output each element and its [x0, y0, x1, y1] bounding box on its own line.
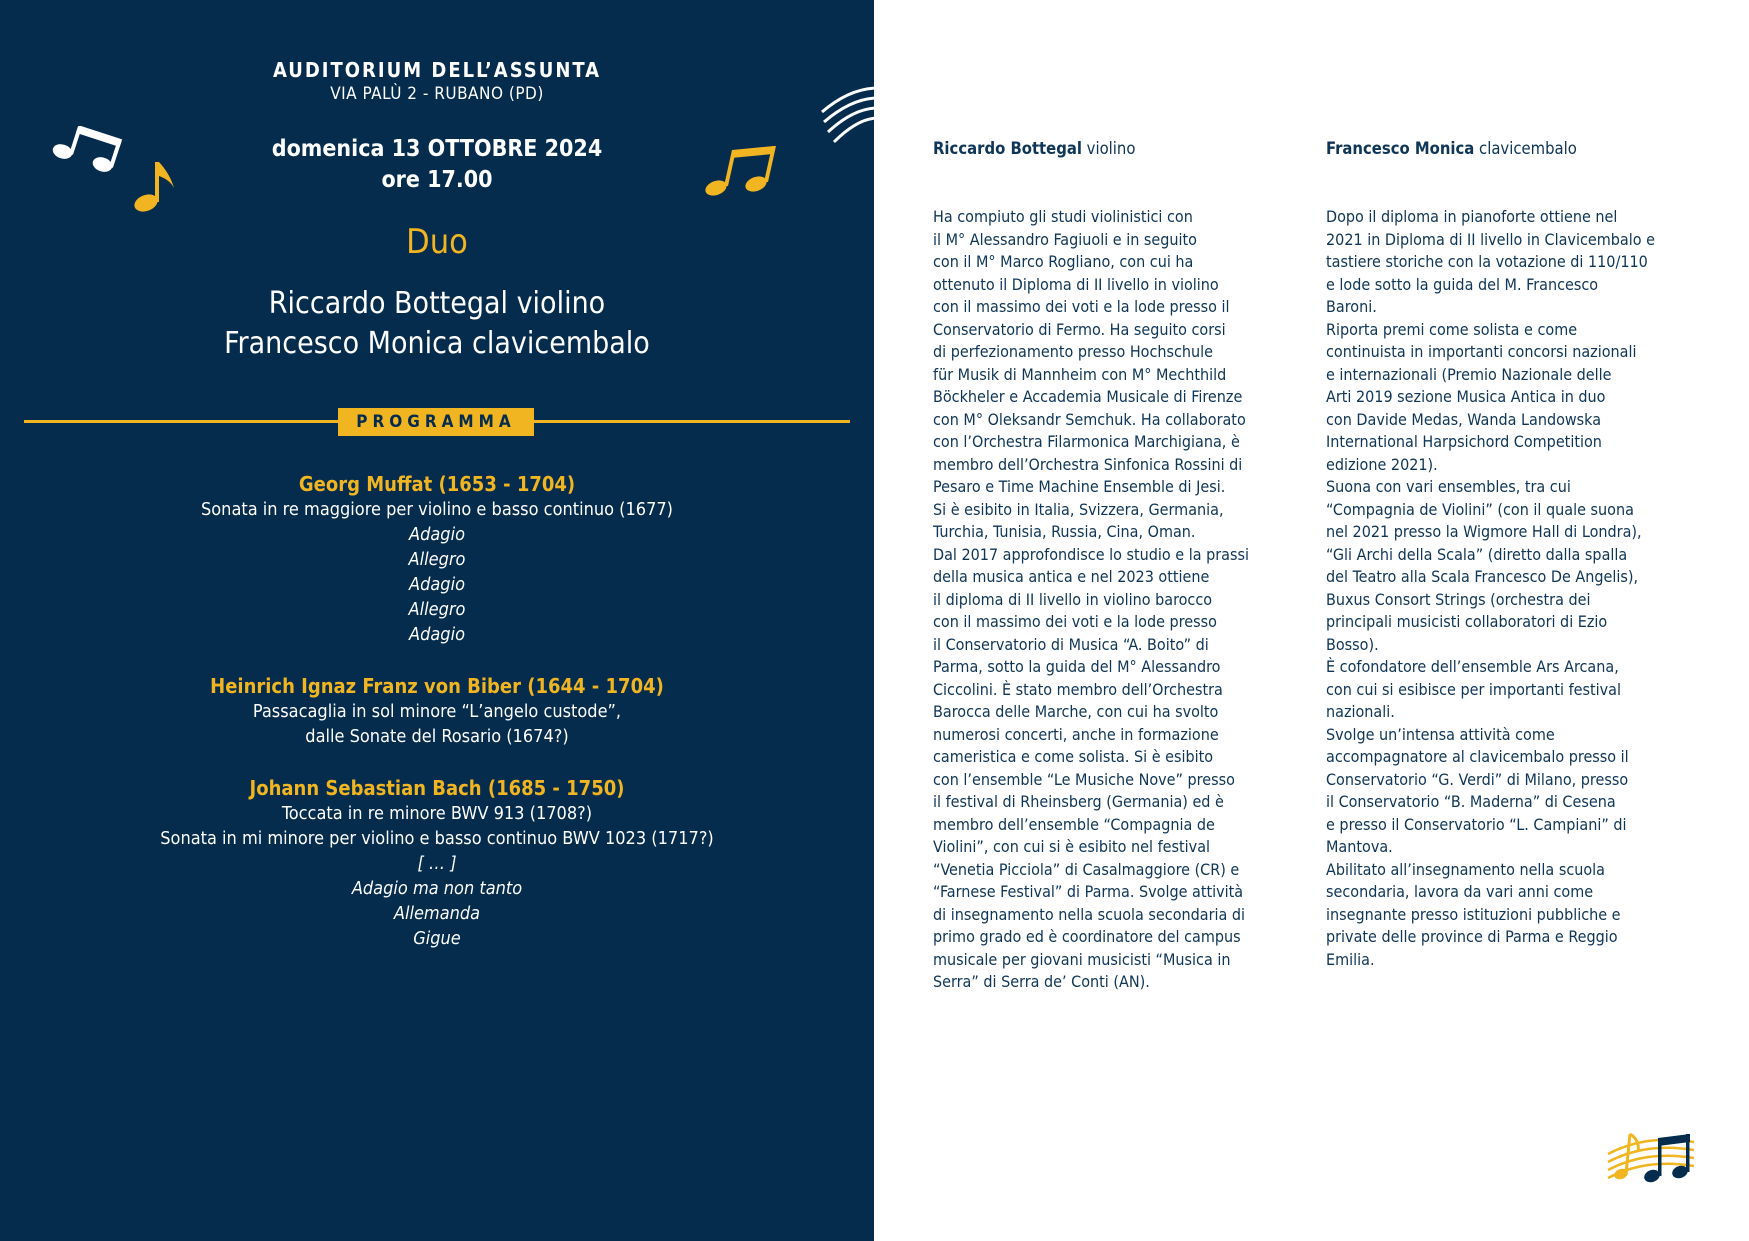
movement-1-5: Adagio — [409, 624, 465, 645]
concert-panel — [0, 0, 874, 1241]
work-3-2: Sonata in mi minore per violino e basso continuo BWV 1023 (1717?) — [160, 828, 714, 849]
bio-line: tastiere storiche con la votazione di 110/110 — [1326, 252, 1648, 271]
bio-line: il M° Alessandro Fagiuoli e in seguito — [933, 229, 1197, 249]
bio-line: Abilitato all’insegnamento nella scuola — [1326, 859, 1605, 879]
bio-line: Serra” di Serra de’ Conti (AN). — [933, 972, 1150, 991]
bio-line: Violini”, con cui si è esibito nel festival — [933, 837, 1211, 856]
bio-line: e internazionali (Premio Nazionale delle — [1326, 364, 1612, 384]
bio-line: Arti 2019 sezione Musica Antica in duo — [1326, 387, 1606, 406]
movement-3-2: Adagio ma non tanto — [351, 878, 523, 899]
bio-line: Pesaro e Time Machine Ensemble di Jesi. — [933, 477, 1226, 496]
bio-line: con l’ensemble “Le Musiche Nove” presso — [933, 769, 1235, 789]
bio-line: ottenuto il Diploma di II livello in violino — [933, 274, 1219, 294]
bio-line: di perfezionamento presso Hochschule — [933, 342, 1214, 361]
bio-line: il Conservatorio “B. Maderna” di Cesena — [1326, 792, 1616, 811]
double-note-gold-icon — [702, 144, 782, 200]
movement-3-4: Gigue — [413, 928, 461, 949]
bio-title-2 — [1326, 139, 1577, 158]
bio-line: nel 2021 presso la Wigmore Hall di Londra), — [1326, 522, 1642, 541]
bio-line: Bosso). — [1326, 634, 1379, 654]
bio-1-name: Riccardo Bottegal — [933, 139, 1082, 158]
bio-text-2 — [1326, 206, 1655, 971]
bio-line: membro dell’Orchestra Sinfonica Rossini di — [933, 454, 1243, 474]
bio-line: con il massimo dei voti e la lode presso il — [933, 297, 1230, 316]
bio-line: Baroni. — [1326, 297, 1377, 316]
bio-line: Buxus Consort Strings (orchestra dei — [1326, 589, 1591, 609]
bio-line: con l’Orchestra Filarmonica Marchigiana, è — [933, 432, 1240, 451]
bio-line: con cui si esibisce per importanti festival — [1326, 679, 1621, 699]
bio-line: International Harpsichord Competition — [1326, 432, 1602, 451]
bio-line: “Gli Archi della Scala” (diretto dalla spalla — [1326, 544, 1628, 564]
composer-3: Johann Sebastian Bach (1685 - 1750) — [249, 776, 625, 800]
bio-title-1 — [933, 139, 1135, 158]
bio-line: Ciccolini. È stato membro dell’Orchestra — [933, 679, 1223, 699]
bio-line: Dopo il diploma in pianoforte ottiene nel — [1326, 207, 1618, 226]
bio-line: Böckheler e Accademia Musicale di Firenze — [933, 387, 1243, 406]
bio-1-instrument: violino — [1086, 139, 1136, 158]
movement-1-2: Allegro — [408, 549, 466, 570]
performer-2 — [0, 326, 874, 361]
music-note-white-icon — [50, 126, 130, 176]
bio-line: il Conservatorio di Musica “A. Boito” di — [933, 634, 1209, 654]
bio-line: il festival di Rheinsberg (Germania) ed è — [933, 792, 1224, 811]
bio-line: Mantova. — [1326, 837, 1393, 856]
bio-line: Ha compiuto gli studi violinistici con — [933, 207, 1193, 226]
movement-3-3: Allemanda — [393, 903, 481, 924]
bio-line: Emilia. — [1326, 949, 1375, 969]
composer-2: Heinrich Ignaz Franz von Biber (1644 - 1704) — [210, 674, 664, 698]
bio-line: Dal 2017 approfondisce lo studio e la prassi — [933, 544, 1249, 564]
bio-line: secondaria, lavora da vari anni come — [1326, 882, 1594, 901]
bio-line: Barocca delle Marche, con cui ha svolto — [933, 702, 1219, 721]
bio-line: “Farnese Festival” di Parma. Svolge attività — [933, 882, 1244, 901]
work-1-1: Sonata in re maggiore per violino e basso continuo (1677) — [200, 499, 674, 520]
bio-line: e lode sotto la guida del M. Francesco — [1326, 274, 1599, 294]
bio-line: musicale per giovani musicisti “Musica in — [933, 949, 1231, 969]
movement-1-3: Adagio — [409, 574, 465, 595]
bio-line: principali musicisti collaboratori di Ezio — [1326, 612, 1608, 631]
bio-line: di insegnamento nella scuola secondaria di — [933, 904, 1246, 924]
performer-1 — [0, 286, 874, 321]
bio-line: Svolge un’intensa attività come — [1326, 724, 1555, 744]
event-time: ore 17.00 — [381, 167, 493, 193]
music-staff-logo-icon — [1606, 1124, 1696, 1188]
bio-line: nazionali. — [1326, 702, 1395, 721]
work-2-2: dalle Sonate del Rosario (1674?) — [305, 726, 569, 747]
bio-line: della musica antica e nel 2023 ottiene — [933, 567, 1210, 586]
bio-line: Turchia, Tunisia, Russia, Cina, Oman. — [933, 522, 1196, 541]
bio-line: Riporta premi come solista e come — [1326, 319, 1578, 339]
bio-line: “Venetia Picciola” di Casalmaggiore (CR) e — [933, 859, 1240, 879]
venue-address: VIA PALÙ 2 - RUBANO (PD) — [330, 84, 544, 104]
staff-lines-icon — [820, 84, 874, 148]
movement-1-1: Adagio — [409, 524, 465, 545]
bio-line: continuista in importanti concorsi nazionali — [1326, 342, 1637, 361]
work-3-1: Toccata in re minore BWV 913 (1708?) — [281, 803, 593, 824]
movement-1-4: Allegro — [408, 599, 466, 620]
bio-line: edizione 2021). — [1326, 454, 1438, 474]
bio-line: e presso il Conservatorio “L. Campiani” di — [1326, 814, 1627, 834]
bio-line: accompagnatore al clavicembalo presso il — [1326, 747, 1629, 766]
performer-2-name: Francesco Monica — [224, 326, 464, 361]
bio-line: Conservatorio di Fermo. Ha seguito corsi — [933, 319, 1226, 339]
performer-1-instrument: violino — [516, 286, 606, 321]
bio-line: numerosi concerti, anche in formazione — [933, 724, 1219, 744]
bio-line: Suona con vari ensembles, tra cui — [1326, 477, 1571, 496]
bio-line: con il massimo dei voti e la lode presso — [933, 612, 1217, 631]
bio-line: 2021 in Diploma di II livello in Clavicembalo e — [1326, 229, 1655, 249]
bio-line: membro dell’ensemble “Compagnia de — [933, 814, 1215, 834]
bio-line: für Musik di Mannheim con M° Mechthild — [933, 364, 1227, 384]
bio-line: Conservatorio “G. Verdi” di Milano, presso — [1326, 769, 1629, 789]
movement-3-1: [ … ] — [417, 853, 457, 874]
bio-line: insegnante presso istituzioni pubbliche e — [1326, 904, 1621, 924]
bio-line: È cofondatore dell’ensemble Ars Arcana, — [1326, 657, 1619, 676]
bio-line: Si è esibito in Italia, Svizzera, Germania, — [933, 499, 1224, 519]
work-2-1: Passacaglia in sol minore “L’angelo custode”, — [252, 701, 622, 722]
bio-line: cameristica e come solista. Si è esibito — [933, 747, 1214, 766]
bio-line: private delle province di Parma e Reggio — [1326, 927, 1618, 946]
ensemble-title: Duo — [406, 222, 468, 262]
performer-1-name: Riccardo Bottegal — [268, 286, 509, 321]
bio-2-name: Francesco Monica — [1326, 139, 1475, 158]
bio-line: primo grado ed è coordinatore del campus — [933, 927, 1241, 946]
bio-line: Parma, sotto la guida del M° Alessandro — [933, 657, 1221, 676]
bio-line: con M° Oleksandr Semchuk. Ha collaborato — [933, 409, 1246, 429]
bio-line: il diploma di II livello in violino barocco — [933, 589, 1213, 609]
performer-2-instrument: clavicembalo — [472, 326, 650, 361]
bio-2-instrument: clavicembalo — [1479, 139, 1577, 158]
bio-line: del Teatro alla Scala Francesco De Angelis), — [1326, 567, 1639, 586]
bio-line: con Davide Medas, Wanda Landowska — [1326, 409, 1602, 429]
event-date: domenica 13 OTTOBRE 2024 — [271, 136, 603, 162]
venue-name: AUDITORIUM DELL’ASSUNTA — [272, 58, 602, 82]
bio-line: “Compagnia de Violini” (con il quale suona — [1326, 499, 1634, 519]
bio-line: con il M° Marco Rogliano, con cui ha — [933, 252, 1194, 271]
bio-text-1 — [933, 206, 1249, 994]
composer-1: Georg Muffat (1653 - 1704) — [298, 472, 576, 496]
music-note-gold-icon — [130, 158, 180, 214]
programma-label: PROGRAMMA — [338, 408, 534, 436]
